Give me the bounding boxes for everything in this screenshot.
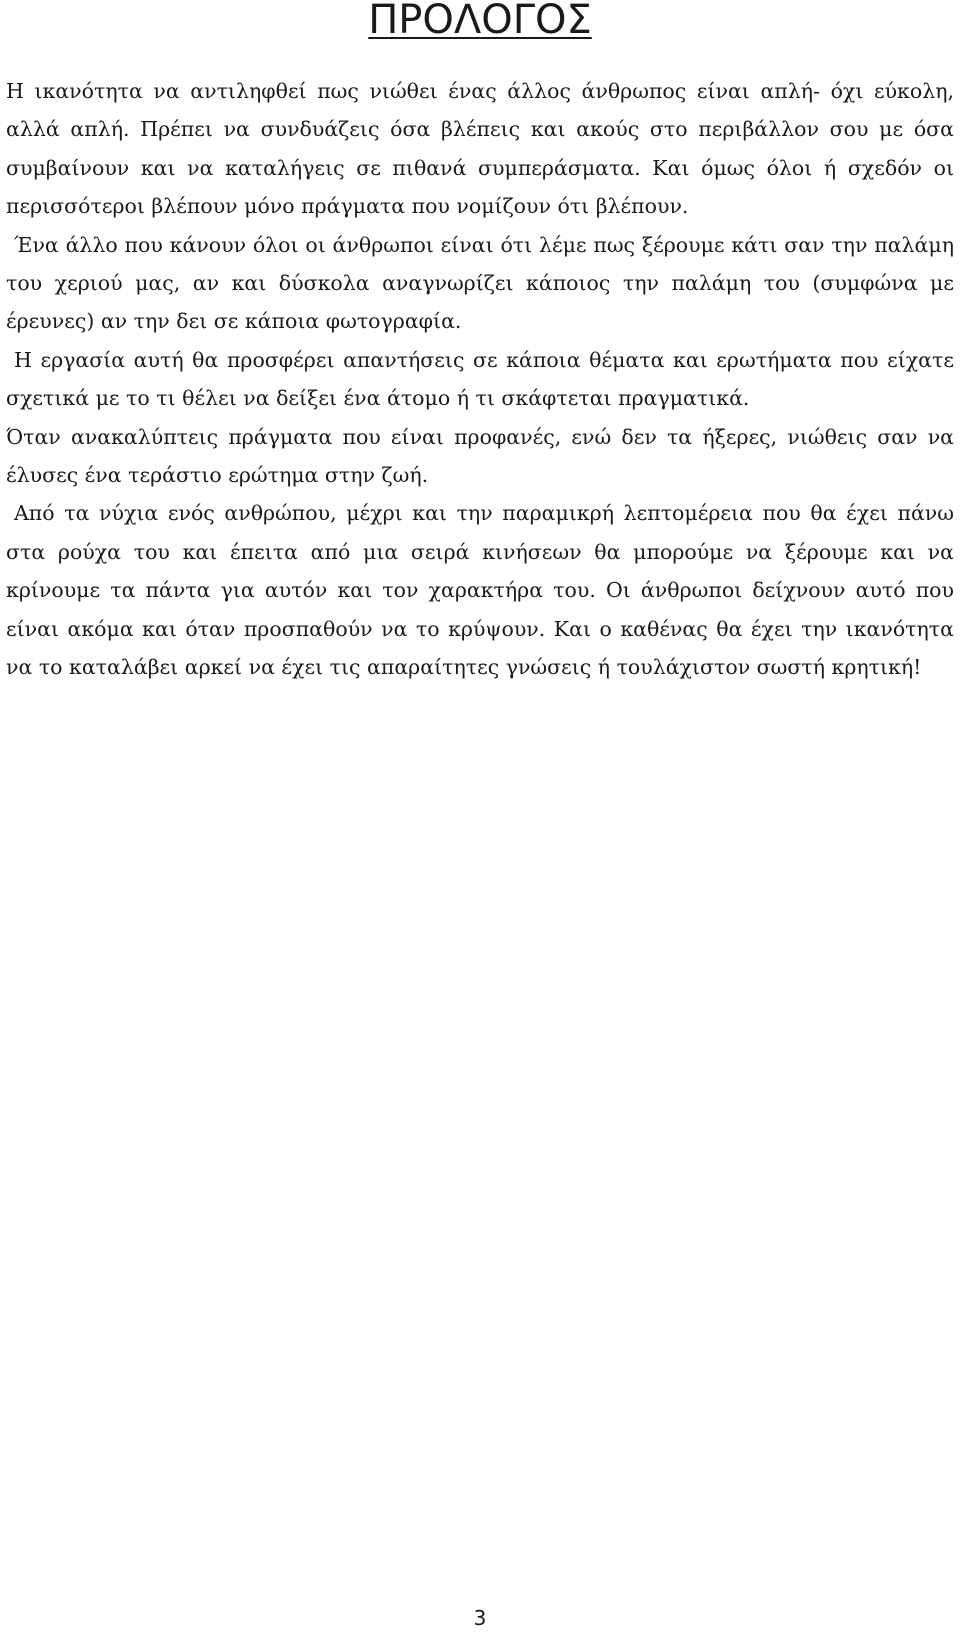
paragraph-3: Η εργασία αυτή θα προσφέρει απαντήσεις σε κάποια θέματα και ερωτήματα που είχατε σχετικά με το τι θέλει να δείξει ένα άτομο ή τι σκάφτεται πραγματικά. xyxy=(6,347,954,411)
paragraph-5: Από τα νύχια ενός ανθρώπου, μέχρι και την παραμικρή λεπτομέρεια που θα έχει πάνω στα ρούχα του και έπειτα από μια σειρά κινήσεων θα μπορούμε να ξέρουμε και να κρίνουμε τα πάντα για αυτόν και τον χαρακτήρα του. Οι άνθρωποι δείχνουν αυτό που είναι ακόμα και όταν προσπαθούν να το κρύψουν. Και ο καθένας θα έχει την ικανότητα να το καταλάβει αρκεί να έχει τις απαραίτητες γνώσεις ή τουλάχιστον σωστή κρητική! xyxy=(6,501,954,680)
page-title xyxy=(0,0,960,42)
body-text xyxy=(6,72,954,687)
paragraph-4: Όταν ανακαλύπτεις πράγματα που είναι προφανές, ενώ δεν τα ήξερες, νιώθεις σαν να έλυσες ένα τεράστιο ερώτημα στην ζωή. xyxy=(6,424,954,488)
paragraph-1: Η ικανότητα να αντιληφθεί πως νιώθει ένας άλλος άνθρωπος είναι απλή- όχι εύκολη, αλλά απλή. Πρέπει να συνδυάζεις όσα βλέπεις και ακούς στο περιβάλλον σου με όσα συμβαίνουν και να καταλήγεις σε πιθανά συμπεράσματα. Και όμως όλοι ή σχεδόν οι περισσότεροι βλέπουν μόνο πράγματα που νομίζουν ότι βλέπουν. xyxy=(6,79,954,219)
page-number: 3 xyxy=(473,1606,487,1630)
page-title-text: ΠΡΟΛΟΓΟΣ xyxy=(368,0,592,43)
paragraph-2: Ένα άλλο που κάνουν όλοι οι άνθρωποι είναι ότι λέμε πως ξέρουμε κάτι σαν την παλάμη του χεριού μας, αν και δύσκολα αναγνωρίζει κάποιος την παλάμη του (συμφώνα με έρευνες) αν την δει σε κάποια φωτογραφία. xyxy=(6,232,954,334)
